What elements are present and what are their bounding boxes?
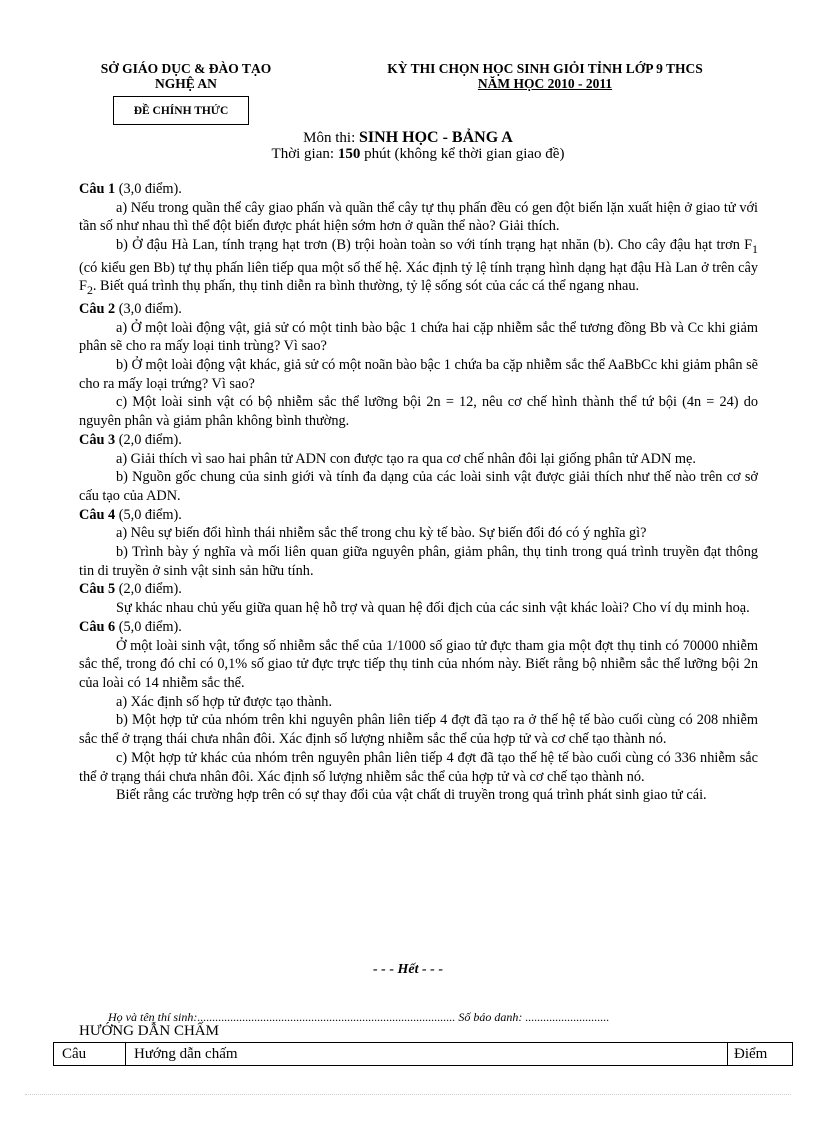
question-1-title: Câu 1 [79, 181, 116, 197]
question-2-title: Câu 2 [79, 300, 116, 317]
question-3-heading [79, 431, 758, 450]
question-6a: a) Xác định số hợp tử được tạo thành. [116, 693, 333, 710]
question-4b: b) Trình bày ý nghĩa và mối liên quan giữa nguyên phân, giảm phân, thụ tinh trong quá trình truyền đạt thông tin di truyền ở sinh vật sinh sản hữu tính. [79, 544, 758, 579]
question-2c: c) Một loài sinh vật có bộ nhiễm sắc thể lưỡng bội 2n = 12, nêu cơ chế hình thành thể tứ bội (4n = 24) do nguyên phân và giảm phân không bình thường. [79, 394, 758, 430]
candidate-id-label: Số báo danh: [455, 1010, 526, 1024]
candidate-id-dots: ............................ [525, 1010, 610, 1024]
question-2-points: (3,0 điểm). [115, 300, 182, 317]
time-value: 150 [337, 146, 361, 162]
question-6-note: Biết rằng các trường hợp trên có sự thay đổi của vật chất di truyền trong quá trình phát sinh giao tử cái. [116, 787, 707, 804]
question-4a: a) Nêu sự biến đổi hình thái nhiễm sắc thể trong chu kỳ tế bào. Sự biến đổi đó có ý nghĩa gì? [116, 525, 647, 542]
question-6-title: Câu 6 [79, 618, 116, 635]
grading-table-header [53, 1042, 793, 1066]
question-6b: b) Một hợp tử của nhóm trên khi nguyên phân liên tiếp 4 đợt đã tạo ra ở thế hệ tế bào cuối cùng có 208 nhiễm sắc thể ở trạng thái chưa nhân đôi. Xác định số lượng nhiễm sắc thể của hợp tử và cơ chế tạo thành nó. [79, 712, 758, 748]
question-5-heading [79, 580, 758, 599]
official-exam-label: ĐỀ CHÍNH THỨC [133, 104, 229, 117]
question-5-text: Sự khác nhau chủ yếu giữa quan hệ hỗ trợ và quan hệ đối địch của các sinh vật khác loài? Cho ví dụ minh hoạ. [116, 600, 750, 617]
question-6-heading [79, 618, 758, 637]
question-3-title: Câu 3 [79, 431, 116, 448]
question-2b: b) Ở một loài động vật khác, giả sử có một noãn bào bậc 1 chứa ba cặp nhiễm sắc thể AaBbCc khi giảm phân sẽ cho ra mấy loại trứng? Vì sao? [79, 357, 758, 392]
candidate-name-dots: ...................................................................................... [197, 1010, 456, 1024]
column-question: Câu [54, 1043, 126, 1065]
question-4-points: (5,0 điểm). [115, 506, 182, 523]
department-line-2: NGHỆ AN [155, 76, 217, 91]
column-guide: Hướng dẫn chấm [126, 1043, 728, 1065]
exam-questions [79, 180, 758, 805]
department-line-1: SỞ GIÁO DỤC & ĐÀO TẠO [100, 61, 272, 76]
subject-name: SINH HỌC - BẢNG A [359, 129, 513, 146]
question-4-title: Câu 4 [79, 506, 116, 523]
page-divider [25, 1094, 791, 1095]
question-1-heading [79, 180, 758, 199]
question-5-title: Câu 5 [79, 581, 116, 598]
question-1b-subscript-2: 2 [86, 283, 93, 298]
question-5-points: (2,0 điểm). [115, 581, 182, 598]
department-header [70, 61, 302, 91]
question-1b-part-3: . Biết quá trình thụ phấn, thụ tinh diễn ra bình thường, tỷ lệ sống sót của các cá thể ngang nhau. [92, 278, 640, 295]
question-6-intro: Ở một loài sinh vật, tổng số nhiễm sắc thể của 1/1000 số giao tử đực tham gia một đợt thụ tinh có 70000 nhiễm sắc thể, trong đó chỉ có 0,1% số giao tử đực trực tiếp thụ tinh của nhóm này. Biết rằng bộ nhiễm sắc thể lưỡng bội 2n của loài có 14 nhiễm sắc thể. [79, 637, 758, 691]
column-points: Điểm [734, 1046, 768, 1062]
question-1b [79, 236, 758, 300]
question-3a: a) Giải thích vì sao hai phân tử ADN con được tạo ra qua cơ chế nhân đôi lại giống phân tử ADN mẹ. [116, 450, 696, 467]
time-suffix: phút (không kể thời gian giao đề) [360, 146, 565, 162]
question-1b-part-2: (có kiểu gen Bb) tự thụ phấn liên tiếp qua một số thế hệ. Xác định tỷ lệ tính trạng hình dạng hạt đậu Hà Lan ở trên cây F [79, 259, 758, 295]
time-prefix: Thời gian: [271, 146, 338, 162]
time-line [0, 146, 816, 162]
question-2-heading [79, 300, 758, 319]
question-3b: b) Nguồn gốc chung của sinh giới và tính đa dạng của các loài sinh vật được giải thích như thế nào trên cơ sở cấu tạo của ADN. [79, 469, 758, 504]
question-6c: c) Một hợp tử khác của nhóm trên nguyên phân liên tiếp 4 đợt đã tạo thế hệ tế bào cuối cùng có 336 nhiễm sắc thể ở trạng thái chưa nhân đôi. Xác định số lượng nhiễm sắc thể của hợp tử và cơ chế tạo thành nó. [79, 749, 758, 785]
question-1a: a) Nếu trong quần thể cây giao phấn và quần thể cây tự thụ phấn đều có gen đột biến lặn xuất hiện ở giao tử với tần số như nhau thì thể đột biến được phát hiện sớm hơn ở quần thể nào? Giải thích. [79, 199, 758, 235]
question-2a: a) Ở một loài động vật, giả sử có một tinh bào bậc 1 chứa hai cặp nhiễm sắc thể tương đồng Bb và Cc khi giảm phân sẽ cho ra mấy loại tinh trùng? Vì sao? [79, 319, 758, 355]
candidate-name-label: Họ và tên thí sinh: [108, 1010, 198, 1024]
end-mark: - - - Hết - - - [373, 962, 443, 977]
exam-title: KỲ THI CHỌN HỌC SINH GIỎI TỈNH LỚP 9 THCS [387, 61, 703, 76]
question-1b-subscript-1: 1 [752, 241, 758, 256]
question-4-heading [79, 506, 758, 525]
subject-prefix: Môn thi: [303, 130, 360, 146]
school-year: NĂM HỌC 2010 - 2011 [477, 76, 613, 91]
official-exam-box [113, 96, 249, 125]
question-6-points: (5,0 điểm). [115, 618, 182, 635]
subject-line [0, 130, 816, 146]
question-3-points: (2,0 điểm). [115, 431, 182, 448]
question-1-points: (3,0 điểm). [115, 181, 182, 197]
question-1b-part-1: b) Ở đậu Hà Lan, tính trạng hạt trơn (B) trội hoàn toàn so với tính trạng hạt nhăn (b). Cho cây đậu hạt trơn F [116, 237, 753, 254]
exam-header [330, 61, 760, 91]
grading-guide-title: HƯỚNG DẪN CHẤM [79, 1023, 219, 1039]
